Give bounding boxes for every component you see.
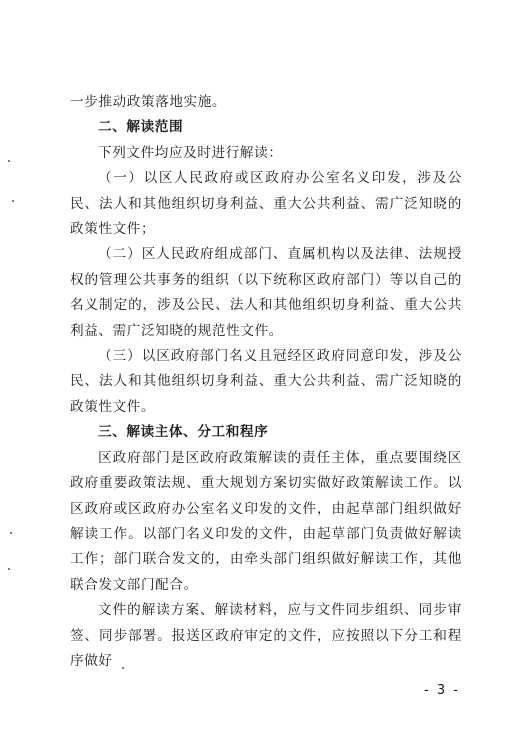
body-text [70,90,462,674]
paragraph-continuation: 一步推动政策落地实施。 [70,94,227,110]
paragraph-scope-item-3: （三）以区政府部门名义且冠经区政府同意印发，涉及公民、法人和其他组织切身利益、重大公共利益、需广泛知晓的政策性文件。 [70,348,462,415]
paragraph-subject-responsibility: 区政府部门是区政府政策解读的责任主体，重点要围绕区政府重要政策法规、重大规划方案切实做好政策解读工作。以区政府或区政府办公室名义印发的文件，由起草部门组织做好解读工作。以部门名义印发的文件，由起草部门负责做好解读工作；部门联合发文的，由牵头部门组织做好解读工作，其他联合发文部门配合。 [70,449,462,593]
scan-speck [8,160,10,162]
scan-speck [8,568,10,570]
scan-speck [10,532,12,534]
paragraph-scope-item-2: （二）区人民政府组成部门、直属机构以及法律、法规授权的管理公共事务的组织（以下统称区政府部门）等以自己的名义制定的，涉及公民、法人和其他组织切身利益、重大公共利益、需广泛知晓的规范性文件。 [70,246,462,339]
paragraph-subject-procedure: 文件的解读方案、解读材料，应与文件同步组织、同步审签、同步部署。报送区政府审定的文件，应按照以下分工和程序做好 [70,602,462,669]
scan-speck [122,667,124,669]
paragraph-scope-item-1: （一）以区人民政府或区政府办公室名义印发，涉及公民、法人和其他组织切身利益、重大公共利益、需广泛知晓的政策性文件； [70,170,462,238]
page-number: - 3 - [424,683,460,698]
section-heading-subject: 三、解读主体、分工和程序 [98,424,269,441]
scan-speck [12,200,14,202]
section-heading-scope: 二、解读范围 [98,119,184,136]
paragraph-scope-intro: 下列文件均应及时进行解读： [98,144,283,161]
